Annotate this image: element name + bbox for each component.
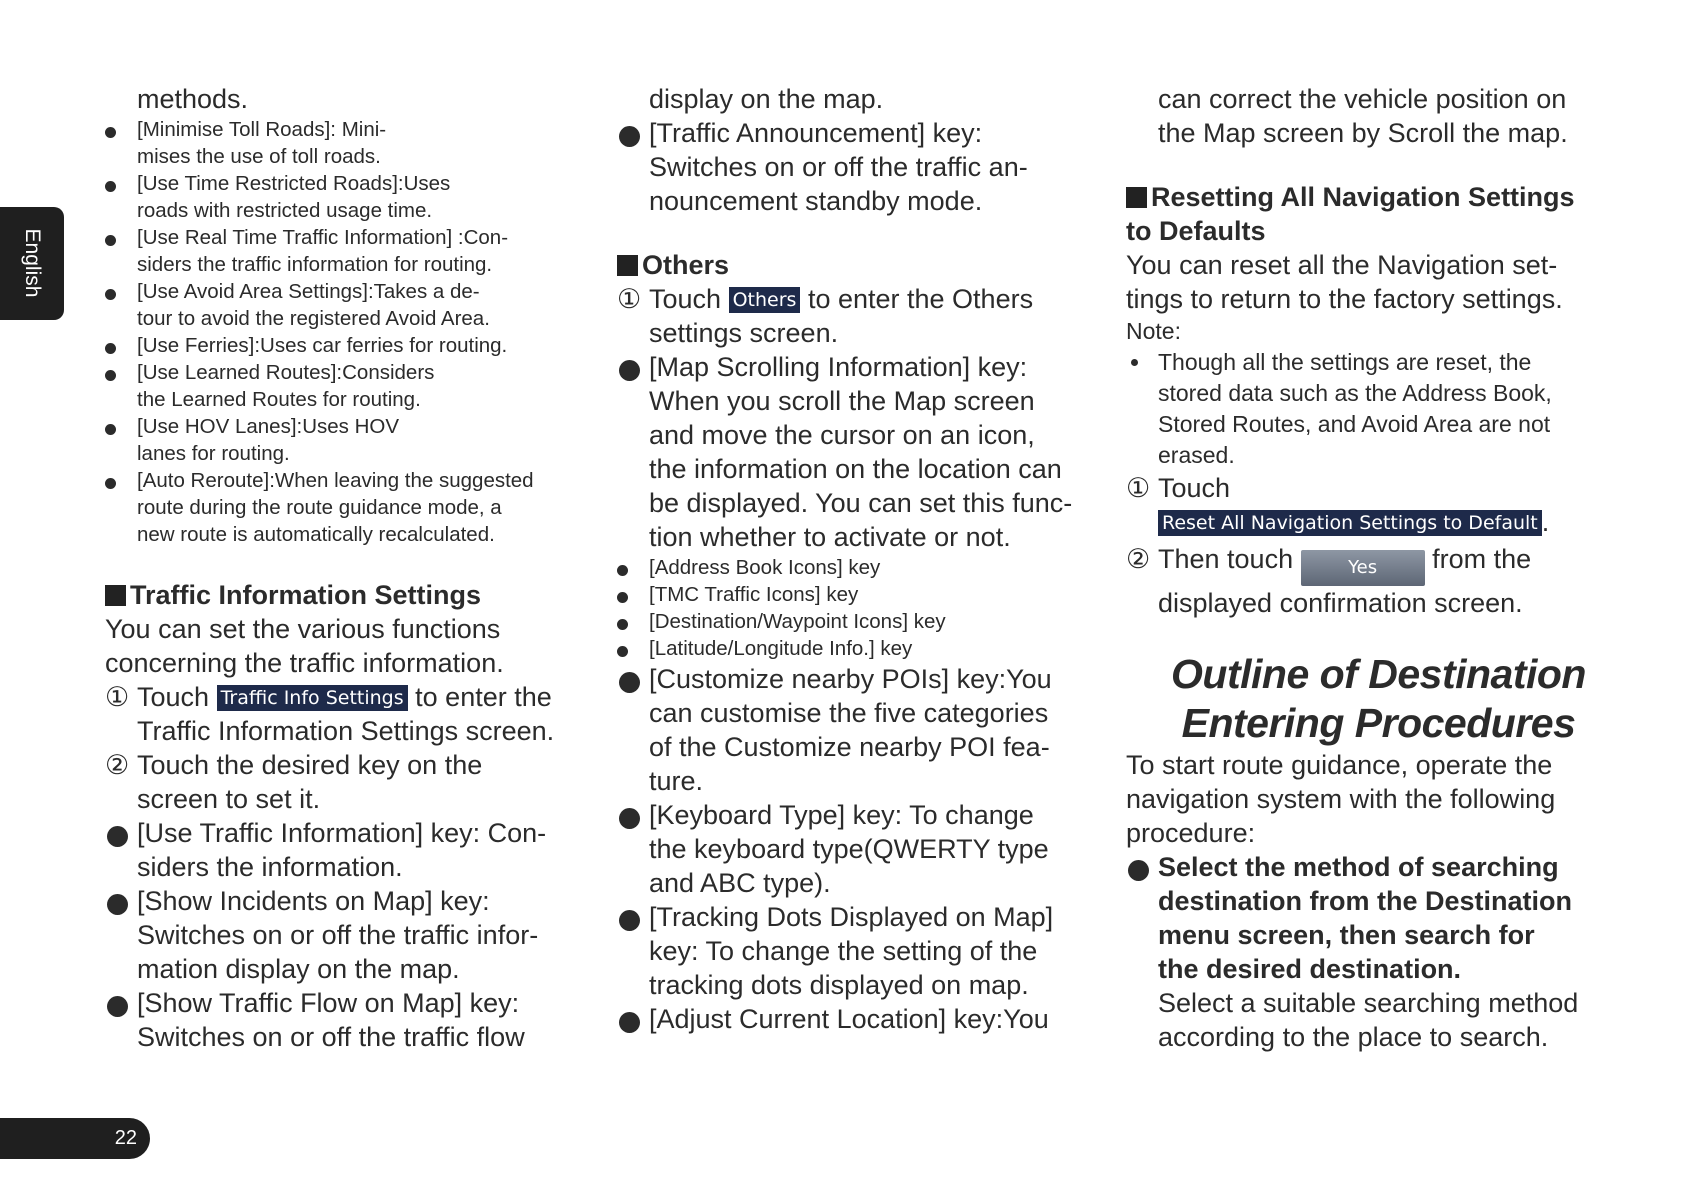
text-line: [Destination/Waypoint Icons] key (649, 610, 946, 633)
text-line: mises the use of toll roads. (137, 145, 381, 168)
heading-square-icon (617, 255, 638, 276)
text-line: tracking dots displayed on map. (649, 970, 1029, 1000)
text-line: the information on the location can (649, 454, 1062, 484)
text-line: Touch the desired key on the (137, 750, 483, 780)
text-line: lanes for routing. (137, 442, 290, 465)
bullet-icon (105, 181, 116, 192)
bullet-icon (617, 646, 628, 657)
route-options-list (105, 116, 585, 548)
list-item (105, 116, 585, 170)
bullet-icon (105, 235, 116, 246)
list-item (617, 581, 1097, 608)
text-line: new route is automatically recalculated. (137, 523, 495, 546)
bullet-icon (619, 808, 640, 829)
key-item (617, 116, 1097, 218)
text-line: [Address Book Icons] key (649, 556, 881, 579)
key-item (617, 900, 1097, 1002)
bullet-icon (105, 370, 116, 381)
punctuation: . (1541, 507, 1550, 537)
text-line: [Customize nearby POIs] key:You (649, 664, 1052, 694)
column-3 (1126, 82, 1631, 1054)
step-2 (1126, 539, 1631, 586)
list-item (105, 467, 585, 548)
text-line: You can set the various functions (105, 614, 501, 644)
text-line: [Use Real Time Traffic Information] :Con- (137, 226, 509, 249)
text-line: Switches on or off the traffic flow (137, 1022, 525, 1052)
bullet-icon (105, 127, 116, 138)
step-1 (617, 282, 1097, 316)
text-line: tion whether to activate or not. (649, 522, 1011, 552)
section-heading-cont: to Defaults (1126, 216, 1266, 246)
key-item (105, 986, 585, 1054)
text-line: [Traffic Announcement] key: (649, 118, 983, 148)
bullet-icon (619, 672, 640, 693)
key-item (617, 662, 1097, 798)
text-line: of the Customize nearby POI fea- (649, 732, 1050, 762)
text-line: erased. (1158, 442, 1235, 468)
text-line: stored data such as the Address Book, (1158, 380, 1552, 406)
page-number-tab (0, 1118, 150, 1159)
text-line: the Map screen by Scroll the map. (1158, 118, 1568, 148)
bullet-icon (1128, 860, 1149, 881)
step-1 (105, 680, 585, 714)
text-line: Switches on or off the traffic infor- (137, 920, 539, 950)
text-line: Though all the settings are reset, the (1158, 349, 1532, 375)
step-1 (1126, 471, 1631, 505)
step-number: ① (105, 682, 130, 712)
text-line: tings to return to the factory settings. (1126, 284, 1563, 314)
page-number: 22 (114, 1127, 137, 1149)
text-line: siders the traffic information for routing. (137, 253, 493, 276)
text-line: [Adjust Current Location] key:You (649, 1004, 1049, 1034)
text-line: [TMC Traffic Icons] key (649, 583, 859, 606)
list-item (105, 278, 585, 332)
section-heading (1126, 180, 1631, 214)
heading-text: Resetting All Navigation Settings (1151, 182, 1575, 212)
language-label: English (21, 228, 44, 298)
text-line: Select the method of searching (1158, 852, 1559, 882)
reset-all-navigation-settings-button[interactable]: Reset All Navigation Settings to Default (1158, 510, 1542, 536)
text-line: [Minimise Toll Roads]: Mini- (137, 118, 387, 141)
text-line: roads with restricted usage time. (137, 199, 433, 222)
step-text: Touch (649, 284, 722, 314)
bullet-icon (617, 565, 628, 576)
text-line: concerning the traffic information. (105, 648, 504, 678)
text-line: siders the information. (137, 852, 403, 882)
column-1 (105, 82, 585, 1054)
others-button[interactable]: Others (729, 287, 801, 313)
text-line: display on the map. (649, 84, 884, 114)
text-line: [Keyboard Type] key: To change (649, 800, 1034, 830)
procedure-item (1126, 850, 1631, 1054)
key-item (105, 816, 585, 884)
bullet-icon (107, 894, 128, 915)
text-line: [Auto Reroute]:When leaving the suggested (137, 469, 534, 492)
step-number: ② (105, 750, 130, 780)
text-line: ture. (649, 766, 704, 796)
list-item (617, 554, 1097, 581)
text-line: the desired destination. (1158, 954, 1462, 984)
bullet-icon (1131, 359, 1138, 366)
step-text: from the (1432, 544, 1532, 574)
heading-square-icon (1126, 187, 1147, 208)
text-line: [Use Avoid Area Settings]:Takes a de- (137, 280, 480, 303)
text-line: [Use HOV Lanes]:Uses HOV (137, 415, 400, 438)
step-text: to enter the (415, 682, 552, 712)
text-line: Traffic Information Settings screen. (137, 716, 555, 746)
text-line: nouncement standby mode. (649, 186, 983, 216)
text-line: route during the route guidance mode, a (137, 496, 502, 519)
text-line: procedure: (1126, 818, 1256, 848)
text-line: mation display on the map. (137, 954, 460, 984)
text-line: be displayed. You can set this func- (649, 488, 1073, 518)
text-line: [Use Ferries]:Uses car ferries for routing. (137, 334, 508, 357)
bullet-icon (107, 996, 128, 1017)
step-2 (105, 748, 585, 816)
bullet-icon (619, 126, 640, 147)
bullet-icon (107, 826, 128, 847)
traffic-info-settings-button[interactable]: Traffic Info Settings (217, 685, 408, 711)
text-line: To start route guidance, operate the (1126, 750, 1553, 780)
text-line: [Tracking Dots Displayed on Map] (649, 902, 1054, 932)
list-item (617, 608, 1097, 635)
text-line: [Use Learned Routes]:Considers (137, 361, 435, 384)
heading-text: Traffic Information Settings (130, 580, 482, 610)
key-item (617, 798, 1097, 900)
list-item (105, 413, 585, 467)
text-line: menu screen, then search for (1158, 920, 1535, 950)
text-line: [Use Time Restricted Roads]:Uses (137, 172, 451, 195)
step-text: to enter the Others (807, 284, 1034, 314)
outline-title: Outline of Destination (1171, 651, 1586, 697)
text-line: settings screen. (649, 318, 839, 348)
bullet-icon (619, 1012, 640, 1033)
text-line: can customise the five categories (649, 698, 1049, 728)
bullet-icon (619, 360, 640, 381)
step-number: ① (617, 284, 642, 314)
yes-button[interactable]: Yes (1301, 550, 1425, 586)
step-number: ① (1126, 473, 1151, 503)
text-line: and ABC type). (649, 868, 831, 898)
bullet-icon (619, 910, 640, 931)
text-line: navigation system with the following (1126, 784, 1556, 814)
text-line: [Show Incidents on Map] key: (137, 886, 490, 916)
list-item (105, 359, 585, 413)
heading-square-icon (105, 585, 126, 606)
text-line: displayed confirmation screen. (1158, 588, 1523, 618)
key-item (617, 1002, 1097, 1036)
step-1-button-line (1126, 505, 1631, 539)
list-item (105, 224, 585, 278)
text-line: Switches on or off the traffic an- (649, 152, 1028, 182)
text-line: You can reset all the Navigation set- (1126, 250, 1558, 280)
text-line: according to the place to search. (1158, 1022, 1549, 1052)
outline-title-cont: Entering Procedures (1181, 700, 1576, 746)
bullet-icon (617, 619, 628, 630)
bullet-icon (617, 592, 628, 603)
text-line: key: To change the setting of the (649, 936, 1038, 966)
heading-text: Others (642, 250, 730, 280)
text-line: can correct the vehicle position on (1158, 84, 1567, 114)
icon-keys-list (617, 554, 1097, 662)
text-line: and move the cursor on an icon, (649, 420, 1035, 450)
text-line: [Use Traffic Information] key: Con- (137, 818, 547, 848)
text-line: Select a suitable searching method (1158, 988, 1579, 1018)
step-text: Touch (1158, 473, 1231, 503)
text-line: [Map Scrolling Information] key: (649, 352, 1028, 382)
text-line: screen to set it. (137, 784, 321, 814)
text-line: the keyboard type(QWERTY type (649, 834, 1049, 864)
text-line: destination from the Destination (1158, 886, 1573, 916)
bullet-icon (105, 424, 116, 435)
key-item (105, 884, 585, 986)
text-line: tour to avoid the registered Avoid Area. (137, 307, 490, 330)
bullet-icon (105, 478, 116, 489)
text-line: [Show Traffic Flow on Map] key: (137, 988, 520, 1018)
step-number: ② (1126, 544, 1151, 574)
key-item (617, 350, 1097, 554)
list-item (617, 635, 1097, 662)
step-text: Then touch (1158, 544, 1294, 574)
list-item (105, 170, 585, 224)
column-2 (617, 82, 1097, 1036)
bullet-icon (105, 289, 116, 300)
section-heading (617, 248, 1097, 282)
bullet-icon (105, 343, 116, 354)
text-line: [Latitude/Longitude Info.] key (649, 637, 913, 660)
text-line: Stored Routes, and Avoid Area are not (1158, 411, 1551, 437)
note-item (1126, 347, 1631, 471)
section-heading (105, 578, 585, 612)
text-line: methods. (137, 84, 249, 114)
language-tab (0, 207, 64, 320)
note-label: Note: (1126, 318, 1181, 344)
text-line: When you scroll the Map screen (649, 386, 1035, 416)
list-item (105, 332, 585, 359)
step-text: Touch (137, 682, 210, 712)
text-line: the Learned Routes for routing. (137, 388, 421, 411)
